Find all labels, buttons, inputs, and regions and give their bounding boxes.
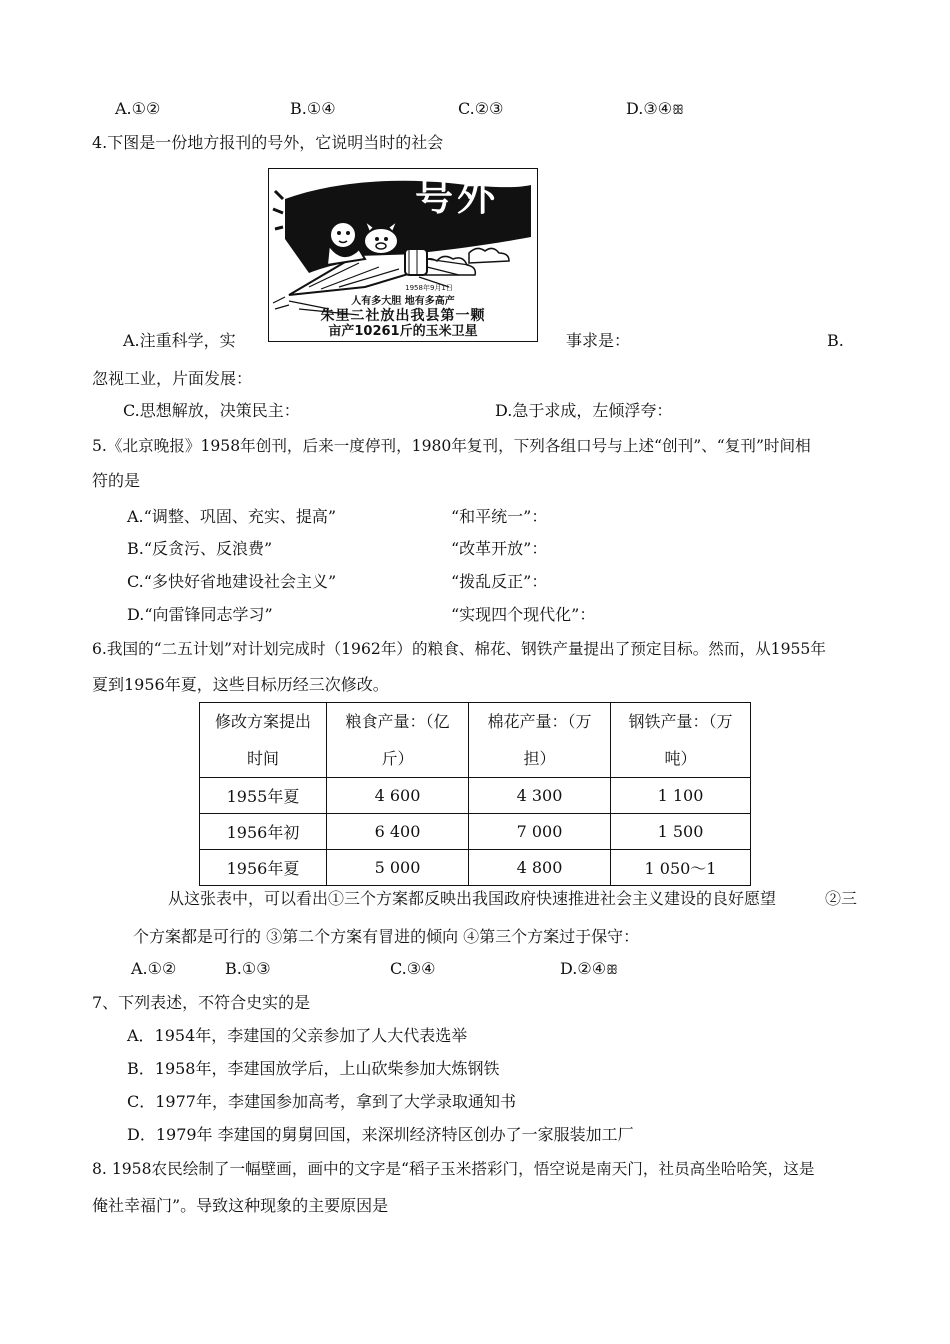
q3-option-d: D.③④ꕥ [626, 99, 685, 118]
clip-slogan: 人有多大胆 地有多高产 [351, 296, 455, 307]
table-cell: 1956年夏 [200, 850, 327, 886]
q6-option-a: A.①② [131, 959, 177, 978]
table-cell: 1955年夏 [200, 778, 327, 814]
clip-line2: 亩产10261斤的玉米卫星 [328, 324, 478, 339]
table-header-cell: 棉花产量：（万 担） [469, 703, 611, 778]
table-cell: 4 600 [327, 778, 469, 814]
q7-option-d: D．1979年 李建国的舅舅回国，来深圳经济特区创办了一家服装加工厂 [127, 1125, 634, 1144]
q6-option-d: D.②④ꕥ [560, 959, 619, 978]
flourish-mark-icon: ꕥ [606, 963, 619, 978]
q6-analysis-line1: 从这张表中，可以看出①三个方案都反映出我国政府快速推进社会主义建设的良好愿望 [168, 889, 777, 908]
q4-stem: 4.下图是一份地方报刊的号外，它说明当时的社会 [92, 133, 444, 152]
q6-analysis-line2: 个方案都是可行的 ③第二个方案有冒进的倾向 ④第三个方案过于保守： [133, 927, 640, 946]
q5-stem-line2: 符的是 [92, 471, 141, 490]
newspaper-extra-image [268, 168, 538, 342]
q4-option-d: D.急于求成，左倾浮夸： [495, 401, 673, 420]
q6-stem-line2: 夏到1956年夏，这些目标历经三次修改。 [92, 675, 389, 694]
table-header-cell: 粮食产量：（亿 斤） [327, 703, 469, 778]
flourish-mark-icon: ꕥ [672, 103, 685, 118]
q3-option-b: B.①④ [290, 99, 336, 118]
q4-option-a-part2: 事求是： [566, 331, 631, 350]
q7-stem: 7、下列表述，不符合史实的是 [92, 993, 311, 1012]
q6-option-c: C.③④ [390, 959, 436, 978]
q5-option-a-slogan2: “和平统一”： [451, 507, 548, 526]
table-row [200, 850, 751, 886]
target-revision-table [199, 702, 751, 886]
q3-option-a: A.①② [115, 99, 161, 118]
clip-line1: 朱里二社放出我县第一颗 [320, 308, 486, 324]
table-cell: 4 800 [469, 850, 611, 886]
q6-stem-line1: 6.我国的“二五计划”对计划完成时（1962年）的粮食、棉花、钢铁产量提出了预定目标。然而，从1955年 [92, 640, 826, 658]
q8-stem-line1: 8. 1958农民绘制了一幅壁画，画中的文字是“稻子玉米搭彩门，悟空说是南天门，社员高坐哈哈笑，这是 [92, 1160, 815, 1178]
table-cell: 7 000 [469, 814, 611, 850]
q5-stem-line1: 5.《北京晚报》1958年创刊，后来一度停刊，1980年复刊，下列各组口号与上述“创刊”、“复刊”时间相 [92, 437, 811, 455]
q6-option-b: B.①③ [225, 959, 271, 978]
table-cell: 1956年初 [200, 814, 327, 850]
q5-option-a-slogan1: A.“调整、巩固、充实、提高” [127, 507, 337, 526]
table-cell: 1 100 [611, 778, 751, 814]
table-cell: 4 300 [469, 778, 611, 814]
q5-option-b-slogan1: B.“反贪污、反浪费” [127, 539, 273, 558]
table-cell: 1 500 [611, 814, 751, 850]
q4-option-a-part1: A.注重科学，实 [123, 331, 236, 350]
q5-option-d-slogan2: “实现四个现代化”： [451, 605, 596, 624]
table-row [200, 814, 751, 850]
table-header-cell: 修改方案提出 时间 [200, 703, 327, 778]
table-header-cell: 钢铁产量：（万 吨） [611, 703, 751, 778]
q5-option-d-slogan1: D.“向雷锋同志学习” [127, 605, 273, 624]
q7-option-a: A．1954年，李建国的父亲参加了人大代表选举 [127, 1026, 468, 1045]
table-header-row [200, 703, 751, 778]
clip-headline: 号外 [414, 174, 499, 219]
q5-option-b-slogan2: “改革开放”： [451, 539, 548, 558]
q5-option-c-slogan2: “拨乱反正”： [451, 572, 548, 591]
clip-dateline: 1958年9月1日 [405, 284, 453, 292]
q6-analysis-line1-end: ②三 [825, 889, 858, 908]
q8-stem-line2: 俺社幸福门”。导致这种现象的主要原因是 [92, 1196, 389, 1215]
table-cell: 5 000 [327, 850, 469, 886]
q4-option-c: C.思想解放，决策民主： [123, 401, 300, 420]
q4-option-b-text: 忽视工业，片面发展： [92, 369, 253, 388]
q3-option-c: C.②③ [458, 99, 504, 118]
q7-option-c: C．1977年，李建国参加高考，拿到了大学录取通知书 [127, 1092, 516, 1111]
table-cell: 1 050～1 [611, 850, 751, 886]
q7-option-b: B．1958年，李建国放学后，上山砍柴参加大炼钢铁 [127, 1059, 500, 1078]
table-cell: 6 400 [327, 814, 469, 850]
table-row [200, 778, 751, 814]
q4-option-b-label: B. [827, 331, 844, 350]
q5-option-c-slogan1: C.“多快好省地建设社会主义” [127, 572, 337, 591]
